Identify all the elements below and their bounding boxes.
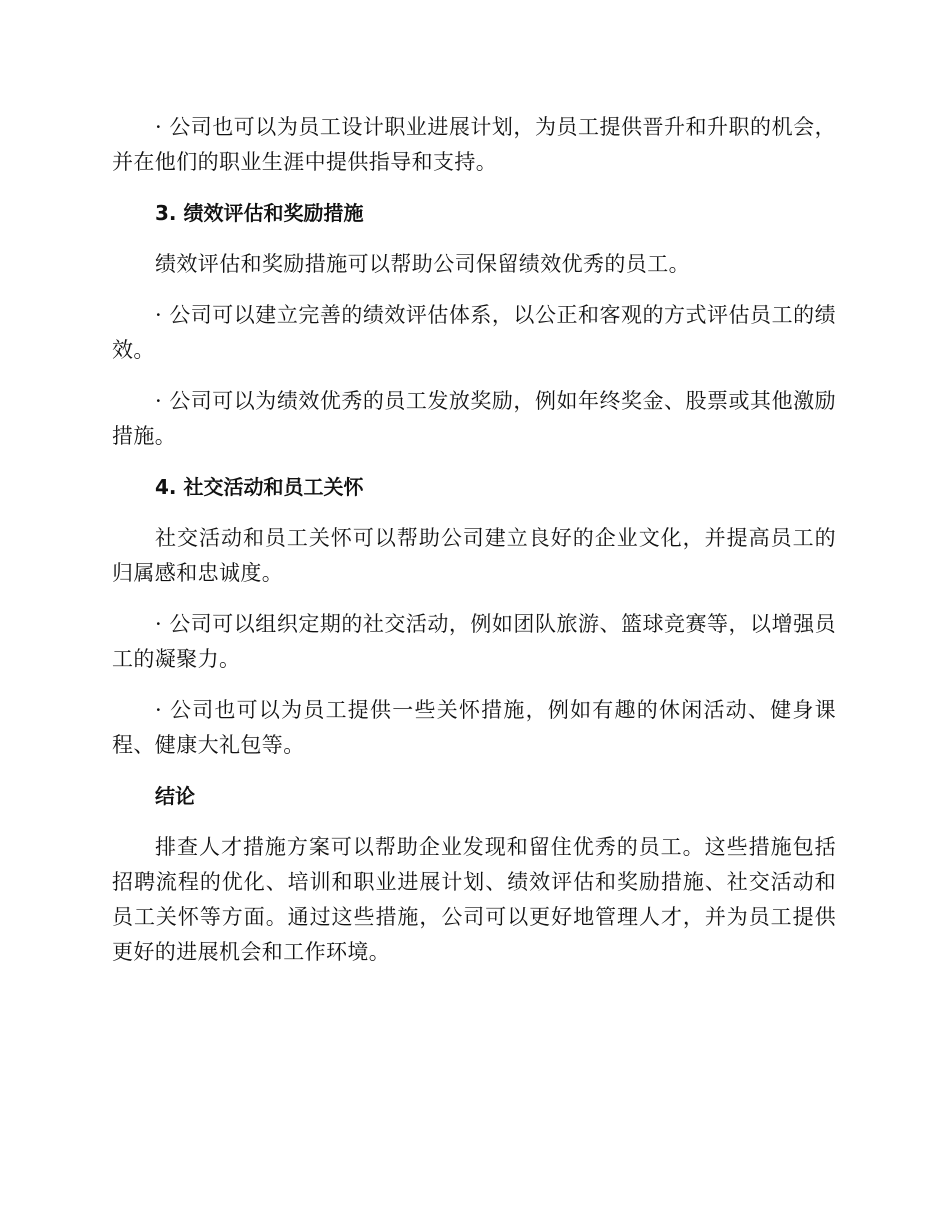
- conclusion-text: 排查人才措施方案可以帮助企业发现和留住优秀的员工。这些措施包括招聘流程的优化、培训和职业进展计划、绩效评估和奖励措施、社交活动和员工关怀等方面。通过这些措施，公司可以更好地管理人才，并为员工提供更好的进展机会和工作环境。: [112, 835, 836, 964]
- intro-social: 社交活动和员工关怀可以帮助公司建立良好的企业文化，并提高员工的归属感和忠诚度。: [112, 526, 836, 585]
- bullet-career-plan: · 公司也可以为员工设计职业进展计划，为员工提供晋升和升职的机会，并在他们的职业生涯中提供指导和支持。: [112, 115, 836, 174]
- bullet-evaluation-system: · 公司可以建立完善的绩效评估体系，以公正和客观的方式评估员工的绩效。: [112, 303, 836, 362]
- heading-performance: 3. 绩效评估和奖励措施: [155, 201, 364, 225]
- bullet-rewards: · 公司可以为绩效优秀的员工发放奖励，例如年终奖金、股票或其他激励措施。: [112, 389, 836, 448]
- heading-social: 4. 社交活动和员工关怀: [155, 475, 364, 499]
- bullet-social-events: · 公司可以组织定期的社交活动，例如团队旅游、篮球竞赛等，以增强员工的凝聚力。: [112, 612, 836, 671]
- bullet-care-measures: · 公司也可以为员工提供一些关怀措施，例如有趣的休闲活动、健身课程、健康大礼包等。: [112, 698, 836, 757]
- intro-performance: 绩效评估和奖励措施可以帮助公司保留绩效优秀的员工。: [155, 252, 690, 276]
- heading-conclusion: 结论: [155, 784, 195, 808]
- document-page: [112, 110, 836, 986]
